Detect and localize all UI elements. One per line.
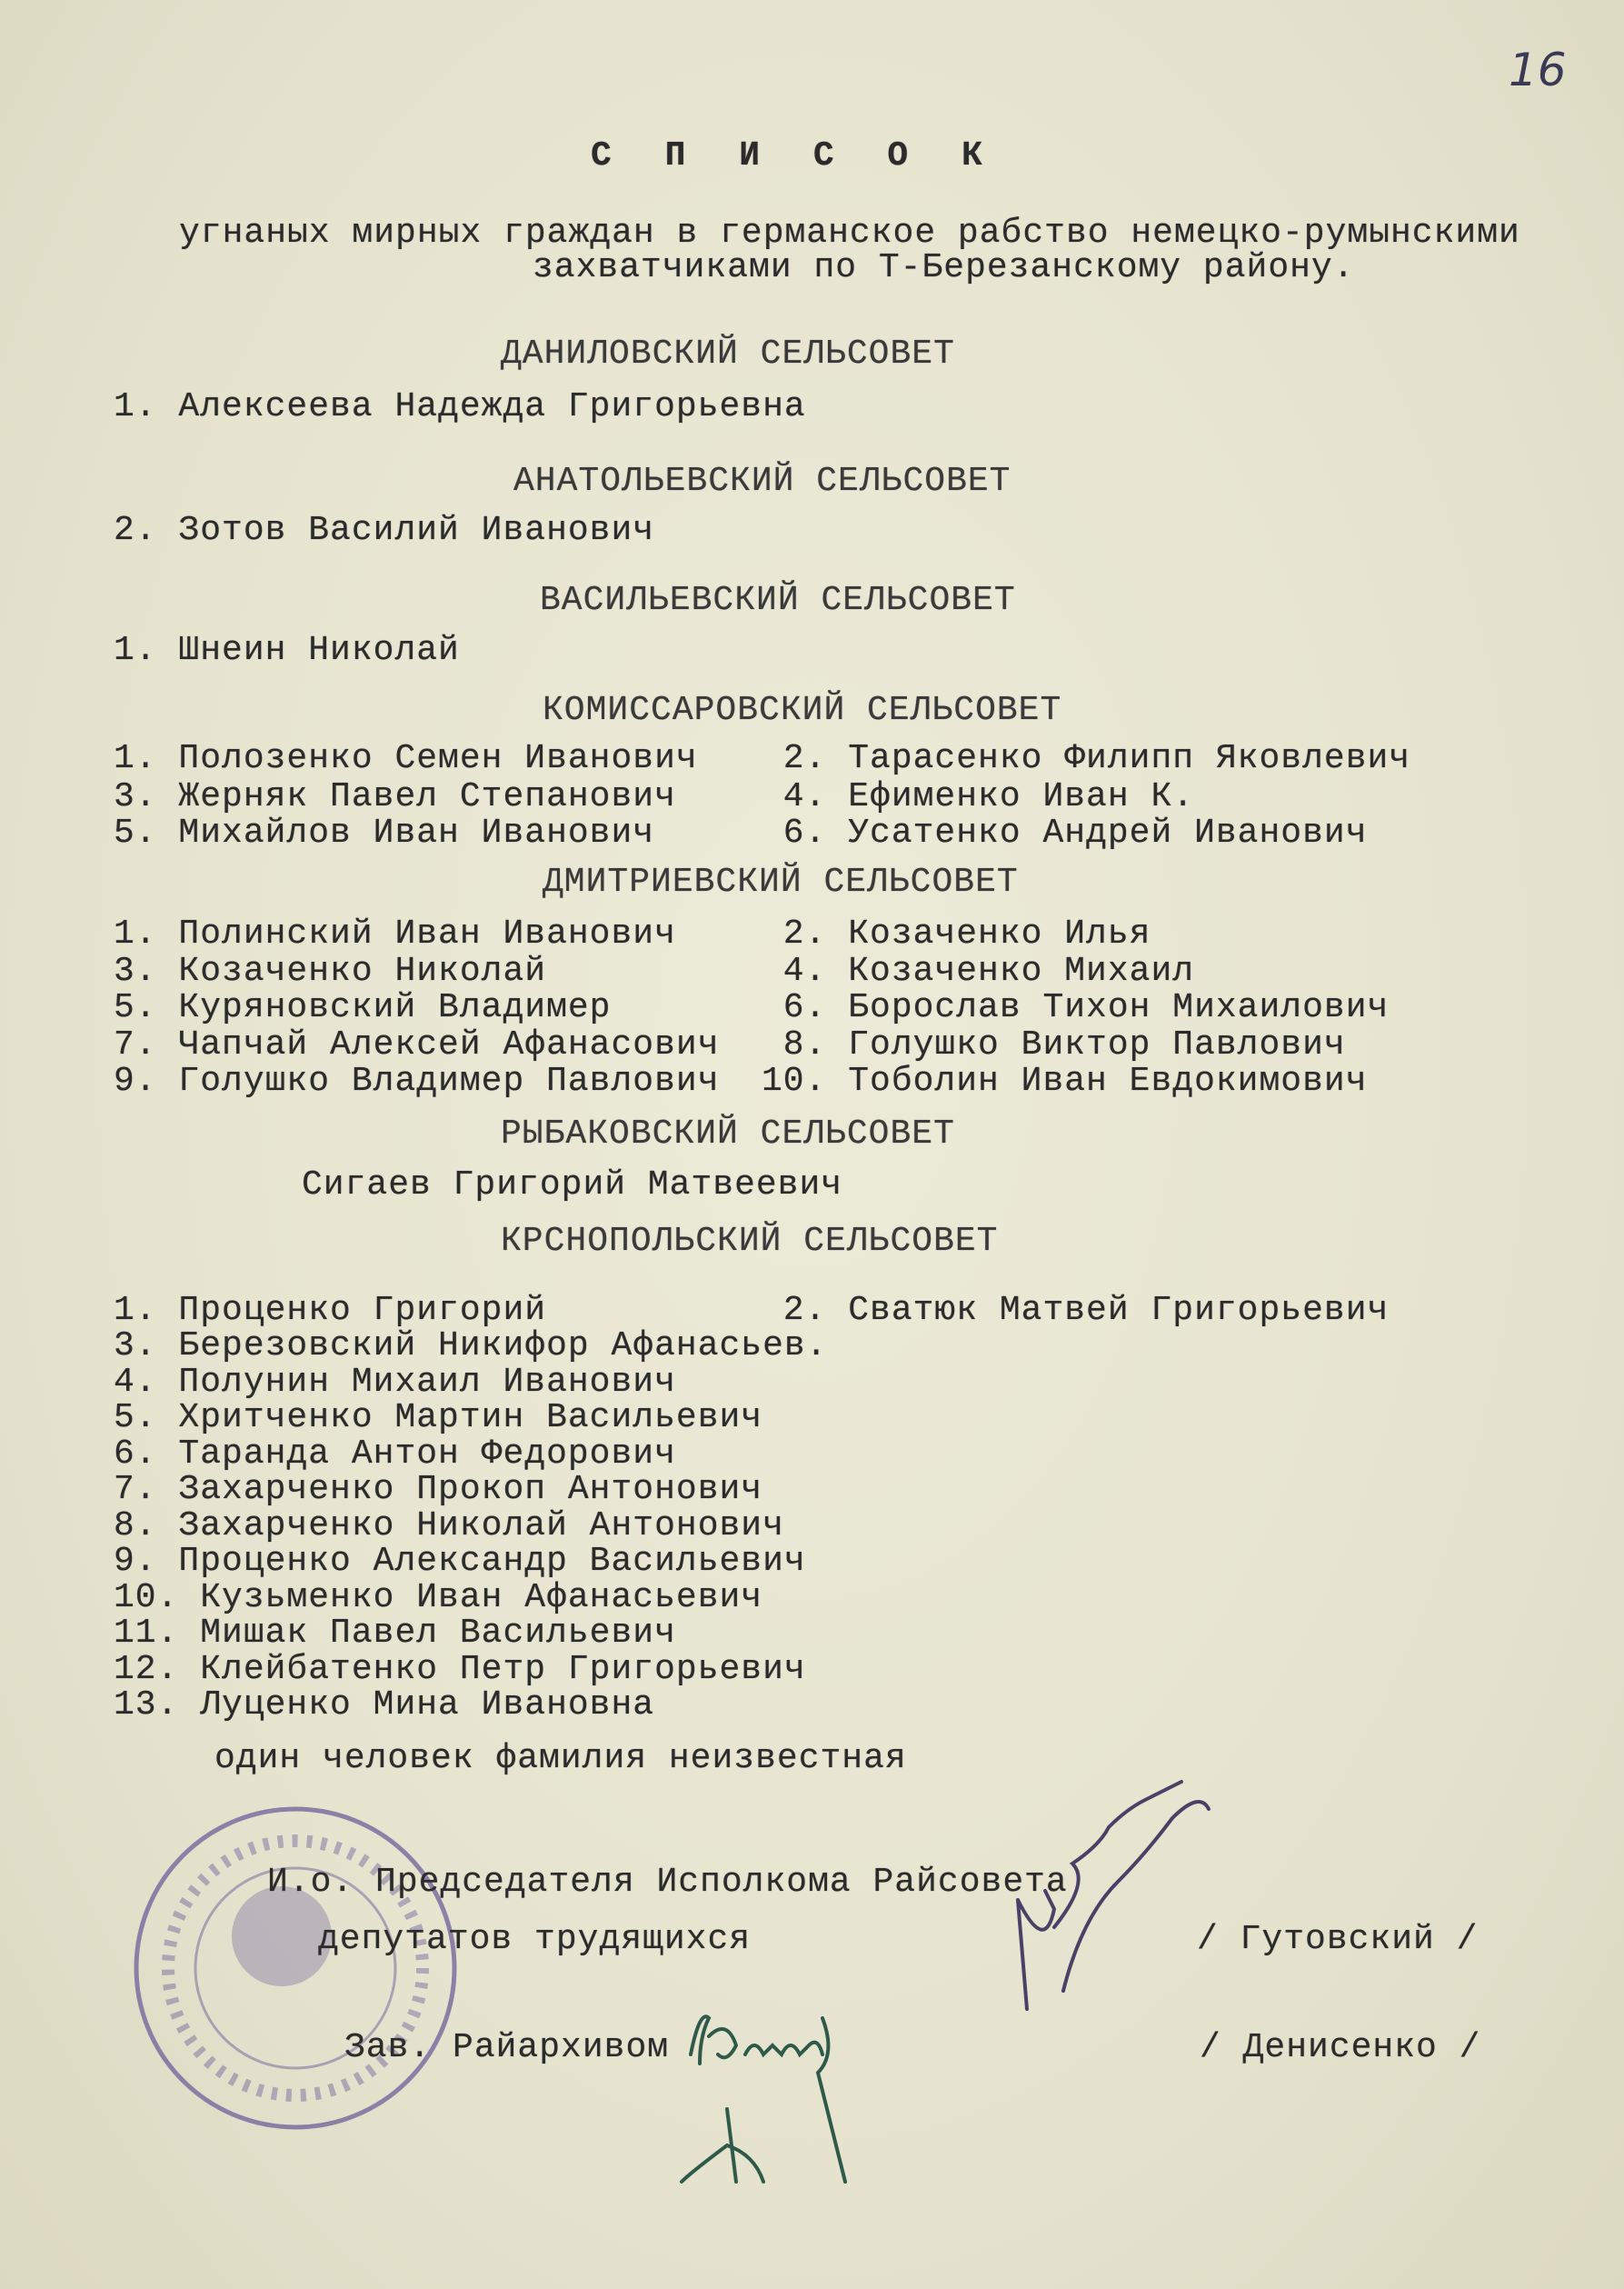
list-item: 1. Шнеин Николай — [114, 631, 460, 670]
section-header-danilovsky: ДАНИЛОВСКИЙ СЕЛЬСОВЕТ — [501, 335, 955, 374]
list-item: 1. Полозенко Семен Иванович — [114, 739, 698, 778]
list-item: 4. Полунин Михаил Иванович — [114, 1363, 676, 1402]
list-item: 2. Тарасенко Филипп Яковлевич — [762, 739, 1411, 778]
section-header-krasnopolsky: КРСНОПОЛЬСКИЙ СЕЛЬСОВЕТ — [501, 1222, 999, 1261]
section-header-rybakovsky: РЫБАКОВСКИЙ СЕЛЬСОВЕТ — [501, 1115, 955, 1154]
signatory-name-1: / Гутовский / — [1197, 1920, 1479, 1959]
signatory-position-2: Зав. Райархивом — [344, 2028, 670, 2067]
list-item: 4. Козаченко Михаил — [762, 952, 1195, 991]
section-header-anatolyevsky: АНАТОЛЬЕВСКИЙ СЕЛЬСОВЕТ — [513, 462, 1011, 501]
list-item: 8. Захарченко Николай Антонович — [114, 1506, 784, 1545]
subtitle-line-1: угнаных мирных граждан в германское рабство немецко-румынскими — [179, 214, 1520, 253]
list-item: 3. Березовский Никифор Афанасьев. — [114, 1326, 828, 1365]
list-item: 13. Луценко Мина Ивановна — [114, 1685, 655, 1724]
list-item: 3. Козаченко Николай — [114, 952, 547, 991]
list-item: 5. Куряновский Владимер — [114, 988, 612, 1027]
signatory-name-2: / Денисенко / — [1200, 2028, 1481, 2067]
list-item: 2. Зотов Василий Иванович — [114, 511, 655, 550]
list-item: 11. Мишак Павел Васильевич — [114, 1614, 676, 1653]
signatory-position-line-2: депутатов трудящихся — [318, 1920, 752, 1959]
note-unknown-person: один человек фамилия неизвестная — [214, 1739, 907, 1778]
handwritten-signature-2 — [673, 2000, 981, 2209]
list-item: 9. Голушко Владимер Павлович — [114, 1062, 720, 1101]
page-number: 16 — [1509, 44, 1567, 96]
section-header-dmitrievsky: ДМИТРИЕВСКИЙ СЕЛЬСОВЕТ — [543, 863, 1019, 902]
subtitle-line-2: захватчиками по Т-Березанскому району. — [533, 248, 1355, 287]
list-item: 2. Сватюк Матвей Григорьевич — [762, 1291, 1390, 1330]
list-item: 6. Таранда Антон Федорович — [114, 1434, 676, 1474]
section-header-vasilyevsky: ВАСИЛЬЕВСКИЙ СЕЛЬСОВЕТ — [540, 581, 1016, 620]
list-item: 9. Проценко Александр Васильевич — [114, 1542, 806, 1581]
list-item: Сигаев Григорий Матвеевич — [302, 1165, 843, 1204]
signatory-position-line-1: И.о. Председателя Исполкома Райсовета — [267, 1863, 1068, 1902]
list-item: 6. Борослав Тихон Михаилович — [762, 988, 1390, 1027]
document-title: С П И С О К — [591, 136, 999, 175]
handwritten-signature-1 — [991, 1773, 1245, 2045]
list-item: 7. Захарченко Прокоп Антонович — [114, 1470, 763, 1509]
list-item: 6. Усатенко Андрей Иванович — [762, 814, 1368, 853]
list-item: 2. Козаченко Илья — [762, 915, 1151, 954]
list-item: 4. Ефименко Иван К. — [762, 777, 1195, 816]
list-item: 7. Чапчай Алексей Афанасович — [114, 1025, 720, 1065]
list-item: 12. Клейбатенко Петр Григорьевич — [114, 1650, 806, 1689]
list-item: 5. Хритченко Мартин Васильевич — [114, 1398, 763, 1437]
section-header-komissarovsky: КОМИССАРОВСКИЙ СЕЛЬСОВЕТ — [543, 691, 1062, 730]
list-item: 10. Тоболин Иван Евдокимович — [762, 1062, 1368, 1101]
list-item: 3. Жерняк Павел Степанович — [114, 777, 676, 816]
list-item: 8. Голушко Виктор Павлович — [762, 1025, 1346, 1065]
list-item: 5. Михайлов Иван Иванович — [114, 814, 655, 853]
list-item: 1. Проценко Григорий — [114, 1291, 547, 1330]
official-stamp — [127, 1800, 463, 2136]
list-item: 1. Полинский Иван Иванович — [114, 915, 676, 954]
list-item: 1. Алексеева Надежда Григорьевна — [114, 387, 806, 426]
list-item: 10. Кузьменко Иван Афанасьевич — [114, 1578, 763, 1617]
